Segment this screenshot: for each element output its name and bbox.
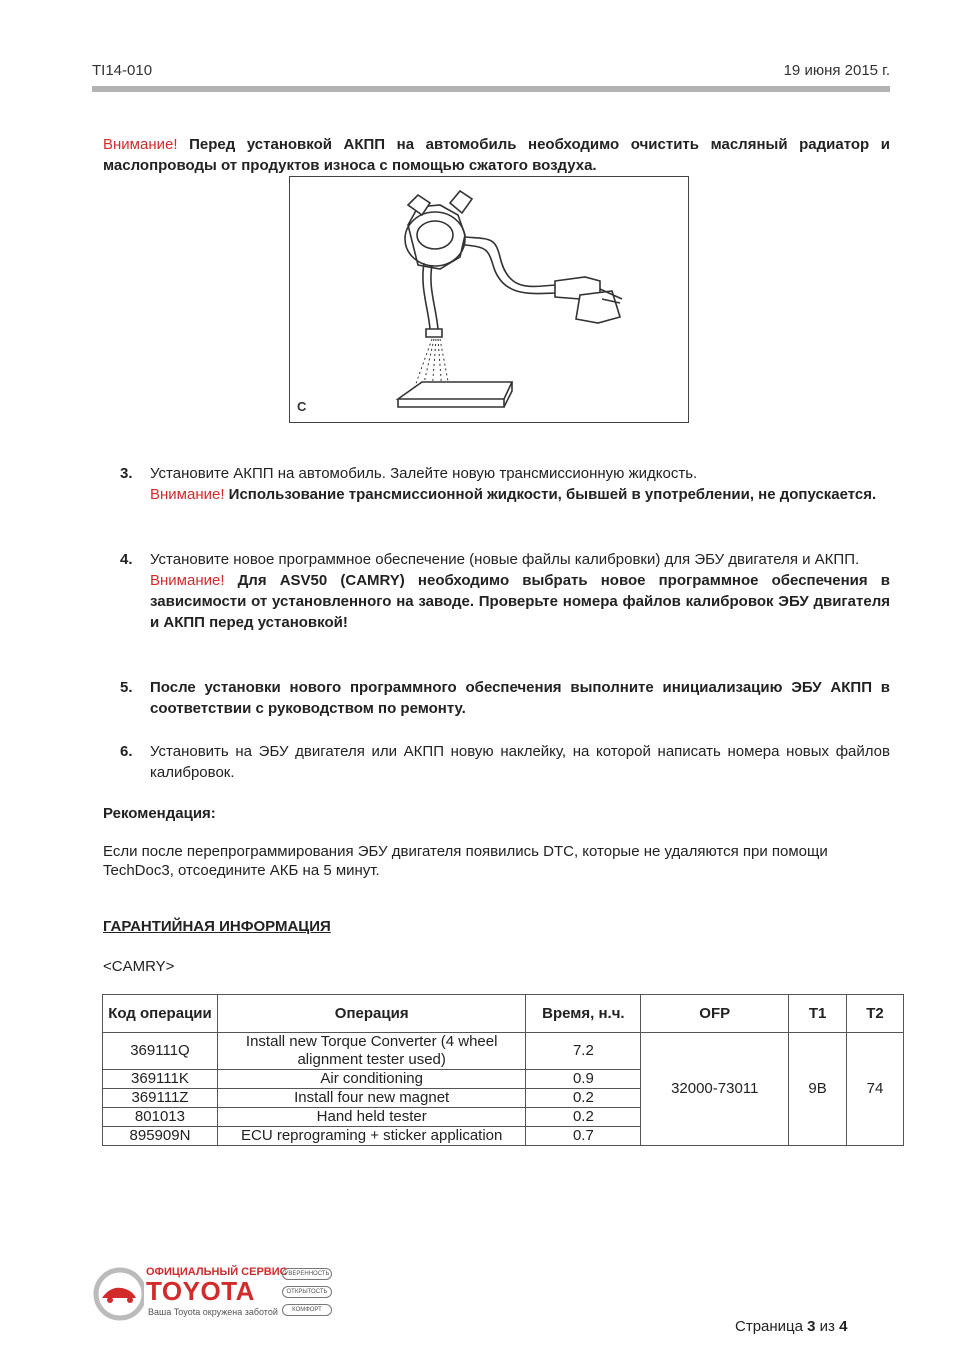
cell-operation: Install new Torque Converter (4 wheel alignment tester used) bbox=[217, 1033, 526, 1070]
recommendation-text: Если после перепрограммирования ЭБУ двигателя появились DTC, которые не удаляются при помощи TechDoc3, отсоедините АКБ на 5 минут. bbox=[103, 843, 828, 879]
badge-comfort: КОМФОРТ bbox=[282, 1304, 332, 1316]
step-number: 6. bbox=[120, 743, 133, 760]
table-header-row bbox=[103, 995, 904, 1033]
toyota-service-logo bbox=[92, 1262, 330, 1327]
cell-code: 895909N bbox=[103, 1127, 218, 1146]
step-3 bbox=[120, 463, 890, 505]
cell-time: 0.7 bbox=[526, 1127, 641, 1146]
col-header-code: Код операции bbox=[103, 995, 218, 1033]
warranty-table bbox=[102, 994, 904, 1146]
illustration-drawing bbox=[290, 177, 690, 424]
badge-confidence: УВЕРЕННОСТЬ bbox=[282, 1268, 332, 1280]
cell-operation: Air conditioning bbox=[217, 1070, 526, 1089]
table-row bbox=[103, 1033, 904, 1070]
logo-tagline: Ваша Toyota окружена заботой bbox=[148, 1307, 278, 1317]
step-5 bbox=[120, 677, 890, 719]
warning-text: Для ASV50 (CAMRY) необходимо выбрать новое программное обеспечения в зависимости от установленного на заводе. Проверьте номера файлов калибровок ЭБУ двигателя и АКПП перед установкой! bbox=[150, 572, 890, 631]
model-label: <CAMRY> bbox=[103, 958, 175, 975]
warning-text: Использование трансмиссионной жидкости, бывшей в употреблении, не допускается. bbox=[224, 486, 877, 503]
page-number bbox=[735, 1318, 847, 1335]
cell-t2: 74 bbox=[847, 1033, 904, 1146]
cell-operation: Hand held tester bbox=[217, 1108, 526, 1127]
step-text: Установите новое программное обеспечение (новые файлы калибровки) для ЭБУ двигателя и АКПП. bbox=[150, 551, 860, 568]
page-current: 3 bbox=[807, 1318, 816, 1335]
cell-time: 0.2 bbox=[526, 1108, 641, 1127]
page-total: 4 bbox=[839, 1318, 848, 1335]
cell-time: 0.9 bbox=[526, 1070, 641, 1089]
cell-time: 7.2 bbox=[526, 1033, 641, 1070]
header-divider bbox=[92, 86, 890, 92]
cell-code: 369111Z bbox=[103, 1089, 218, 1108]
service-emblem-icon bbox=[92, 1262, 144, 1322]
recommendation-title: Рекомендация: bbox=[103, 805, 216, 822]
cell-code: 801013 bbox=[103, 1108, 218, 1127]
col-header-t1: T1 bbox=[789, 995, 847, 1033]
document-id: TI14-010 bbox=[92, 62, 153, 79]
cell-time: 0.2 bbox=[526, 1089, 641, 1108]
figure-label: C bbox=[297, 399, 307, 414]
page-mid: из bbox=[815, 1318, 840, 1335]
col-header-ofp: OFP bbox=[641, 995, 789, 1033]
step-text: Установить на ЭБУ двигателя или АКПП новую наклейку, на которой написать номера новых файлов калибровок. bbox=[150, 743, 890, 781]
logo-brand-text: TOYOTA bbox=[146, 1276, 255, 1306]
col-header-t2: T2 bbox=[847, 995, 904, 1033]
cell-t1: 9B bbox=[789, 1033, 847, 1146]
step-number: 3. bbox=[120, 465, 133, 482]
badge-openness: ОТКРЫТОСТЬ bbox=[282, 1286, 332, 1298]
warning-text: Перед установкой АКПП на автомобиль необходимо очистить масляный радиатор и маслопроводы от продуктов износа с помощью сжатого воздуха. bbox=[103, 136, 890, 174]
warning-label: Внимание! bbox=[103, 136, 178, 153]
cell-code: 369111K bbox=[103, 1070, 218, 1089]
warranty-title: ГАРАНТИЙНАЯ ИНФОРМАЦИЯ bbox=[103, 918, 331, 935]
logo-service-text: ОФИЦИАЛЬНЫЙ СЕРВИС bbox=[146, 1266, 288, 1278]
step-6 bbox=[120, 741, 890, 783]
page-prefix: Страница bbox=[735, 1318, 808, 1335]
step-4 bbox=[120, 549, 890, 633]
step-text: После установки нового программного обеспечения выполните инициализацию ЭБУ АКПП в соответствии с руководством по ремонту. bbox=[150, 679, 890, 717]
step-number: 5. bbox=[120, 679, 133, 696]
intro-warning bbox=[103, 134, 890, 176]
step-text: Установите АКПП на автомобиль. Залейте новую трансмиссионную жидкость. bbox=[150, 465, 698, 482]
warning-label: Внимание! bbox=[150, 572, 225, 589]
col-header-operation: Операция bbox=[217, 995, 526, 1033]
radiator-cleaning-illustration bbox=[289, 176, 689, 423]
cell-code: 369111Q bbox=[103, 1033, 218, 1070]
step-number: 4. bbox=[120, 551, 133, 568]
cell-operation: ECU reprograming + sticker application bbox=[217, 1127, 526, 1146]
cell-ofp: 32000-73011 bbox=[641, 1033, 789, 1146]
document-date: 19 июня 2015 г. bbox=[783, 62, 890, 79]
warning-label: Внимание! bbox=[150, 486, 225, 503]
cell-operation: Install four new magnet bbox=[217, 1089, 526, 1108]
col-header-time: Время, н.ч. bbox=[526, 995, 641, 1033]
